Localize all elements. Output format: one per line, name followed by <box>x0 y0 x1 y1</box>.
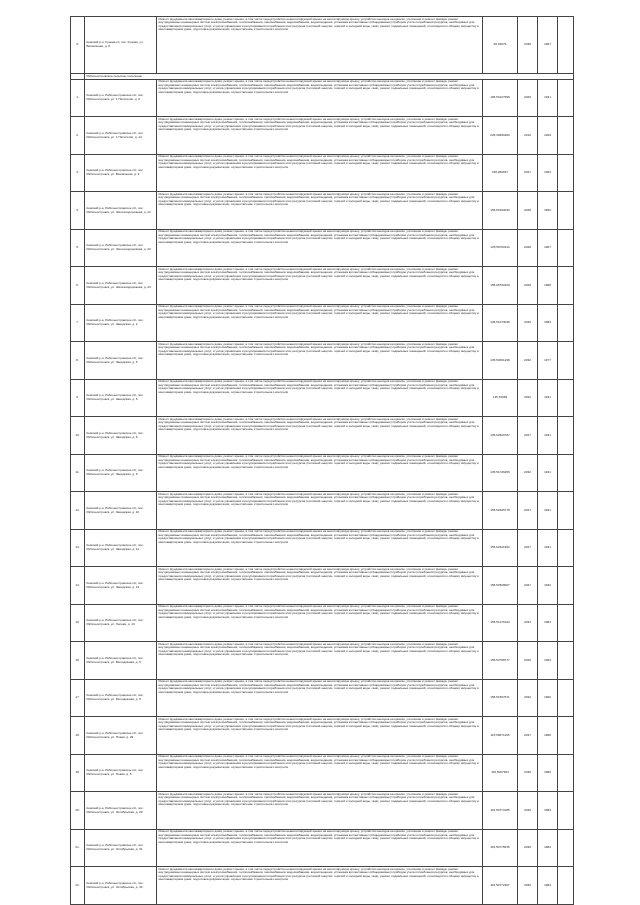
row-year-1: 2036 <box>518 304 538 342</box>
row-works: Ремонт фундамента многоквартирного дома, ремонт крыши, в том числе переустройство невентилируемой крыши на вентилируемую крышу, устройство выходов на кровлю, утепление и ремонт фасада, ремонт внутридомовых инженерных систем электроснабжения, теплоснабжения, газоснабжения, водоснабжения, водоотведения, установка коллективных (общедомовых) приборов учета потребления ресурсов, необходимых для предоставления коммунальных услуг, и узлов управления и регулирования потребления этих ресурсов (тепловой энергии, горячей и холодной воды, газа), ремонт подвальных помещений, относящихся к общему имуществу в многоквартирном доме, подготовка документации, осуществление строительного контроля <box>157 529 483 567</box>
table-row <box>71 492 574 530</box>
row-address: Кемский р-н, Рабочеостровское с/п, пос. Рабочеостровск, ул. Заводская, д. 9 <box>85 454 157 492</box>
table-row <box>71 417 574 455</box>
row-year-2: 1983 <box>538 792 558 830</box>
row-year-2: 1962 <box>538 154 558 192</box>
row-year-2: 1977 <box>538 342 558 380</box>
row-area: 115,50775535 <box>483 829 518 867</box>
capital-repair-table <box>70 16 574 905</box>
row-year-1: 2027 <box>518 567 538 605</box>
row-blank <box>558 529 574 567</box>
row-year-1: 2032 <box>518 342 538 380</box>
row-blank <box>558 342 574 380</box>
row-address: Кемский р-н, Рабочеостровское с/п, пос. Рабочеостровск, ул. Новая, д. 29 <box>85 717 157 755</box>
row-year-2: 1967 <box>538 229 558 267</box>
row-blank <box>558 192 574 230</box>
row-number: 9. <box>71 17 85 74</box>
row-blank <box>558 417 574 455</box>
row-year-2: 1986 <box>538 754 558 792</box>
row-blank <box>558 829 574 867</box>
row-number: 22. <box>71 867 85 905</box>
row-number: 16. <box>71 642 85 680</box>
row-year-1: 2016 <box>518 117 538 155</box>
row-year-2: 1983 <box>538 867 558 905</box>
row-number: 12. <box>71 492 85 530</box>
row-year-2: 1931 <box>538 454 558 492</box>
row-number: 5. <box>71 229 85 267</box>
table-row <box>71 679 574 717</box>
row-works: Ремонт фундамента многоквартирного дома, ремонт крыши, в том числе переустройство невентилируемой крыши на вентилируемую крышу, устройство выходов на кровлю, утепление и ремонт фасада, ремонт внутридомовых инженерных систем электроснабжения, теплоснабжения, газоснабжения, водоснабжения, водоотведения, установка коллективных (общедомовых) приборов учета потребления ресурсов, необходимых для предоставления коммунальных услуг, и узлов управления и регулирования потребления этих ресурсов (тепловой энергии, горячей и холодной воды, газа), ремонт подвальных помещений, относящихся к общему имуществу в многоквартирном доме, подготовка документации, осуществление строительного контроля <box>157 117 483 155</box>
row-works: Ремонт фундамента многоквартирного дома, ремонт крыши, в том числе переустройство невентилируемой крыши на вентилируемую крышу, устройство выходов на кровлю, утепление и ремонт фасада, ремонт внутридомовых инженерных систем электроснабжения, теплоснабжения, газоснабжения, водоснабжения, водоотведения, установка коллективных (общедомовых) приборов учета потребления ресурсов, необходимых для предоставления коммунальных услуг, и узлов управления и регулирования потребления этих ресурсов (тепловой энергии, горячей и холодной воды, газа), ремонт подвальных помещений, относящихся к общему имуществу в многоквартирном доме, подготовка документации, осуществление строительного контроля <box>157 754 483 792</box>
row-works: Ремонт фундамента многоквартирного дома, ремонт крыши, в том числе переустройство невентилируемой крыши на вентилируемую крышу, устройство выходов на кровлю, утепление и ремонт фасада, ремонт внутридомовых инженерных систем электроснабжения, теплоснабжения, газоснабжения, водоснабжения, водоотведения, установка коллективных (общедомовых) приборов учета потребления ресурсов, необходимых для предоставления коммунальных услуг, и узлов управления и регулирования потребления этих ресурсов (тепловой энергии, горячей и холодной воды, газа), ремонт подвальных помещений, относящихся к общему имуществу в многоквартирном доме, подготовка документации, осуществление строительного контроля <box>157 679 483 717</box>
row-works: Ремонт фундамента многоквартирного дома, ремонт крыши, в том числе переустройство невентилируемой крыши на вентилируемую крышу, устройство выходов на кровлю, утепление и ремонт фасада, ремонт внутридомовых инженерных систем электроснабжения, теплоснабжения, газоснабжения, водоснабжения, водоотведения, установка коллективных (общедомовых) приборов учета потребления ресурсов, необходимых для предоставления коммунальных услуг, и узлов управления и регулирования потребления этих ресурсов (тепловой энергии, горячей и холодной воды, газа), ремонт подвальных помещений, относящихся к общему имуществу в многоквартирном доме, подготовка документации, осуществление строительного контроля <box>157 79 483 117</box>
row-address: Кемский р-н, Рабочеостровское с/п, пос. Рабочеостровск, ул. Молодежная, д. 8 <box>85 679 157 717</box>
row-area: 155,52421952 <box>483 529 518 567</box>
row-year-1: 2036 <box>518 829 538 867</box>
row-works: Ремонт фундамента многоквартирного дома, ремонт крыши, в том числе переустройство невентилируемой крыши на вентилируемую крышу, устройство выходов на кровлю, утепление и ремонт фасада, ремонт внутридомовых инженерных систем электроснабжения, теплоснабжения, газоснабжения, водоснабжения, водоотведения, установка коллективных (общедомовых) приборов учета потребления ресурсов, необходимых для предоставления коммунальных услуг, и узлов управления и регулирования потребления этих ресурсов (тепловой энергии, горячей и холодной воды, газа), ремонт подвальных помещений, относящихся к общему имуществу в многоквартирном доме, подготовка документации, осуществление строительного контроля <box>157 567 483 605</box>
row-number: 13. <box>71 529 85 567</box>
row-number: 7. <box>71 304 85 342</box>
row-blank <box>558 454 574 492</box>
table-row <box>71 229 574 267</box>
row-number: 1. <box>71 79 85 117</box>
table-row <box>71 642 574 680</box>
row-year-1: 2032 <box>518 679 538 717</box>
row-blank <box>558 792 574 830</box>
row-works: Ремонт фундамента многоквартирного дома, ремонт крыши, в том числе переустройство невентилируемой крыши на вентилируемую крышу, устройство выходов на кровлю, утепление и ремонт фасада, ремонт внутридомовых инженерных систем электроснабжения, теплоснабжения, газоснабжения, водоснабжения, водоотведения, установка коллективных (общедомовых) приборов учета потребления ресурсов, необходимых для предоставления коммунальных услуг, и узлов управления и регулирования потребления этих ресурсов (тепловой энергии, горячей и холодной воды, газа), ремонт подвальных помещений, относящихся к общему имуществу в многоквартирном доме, подготовка документации, осуществление строительного контроля <box>157 604 483 642</box>
row-year-2: 1984 <box>538 829 558 867</box>
table-row <box>71 829 574 867</box>
row-works: Ремонт фундамента многоквартирного дома, ремонт крыши, в том числе переустройство невентилируемой крыши на вентилируемую крышу, устройство выходов на кровлю, утепление и ремонт фасада, ремонт внутридомовых инженерных систем электроснабжения, теплоснабжения, газоснабжения, водоснабжения, водоотведения, установка коллективных (общедомовых) приборов учета потребления ресурсов, необходимых для предоставления коммунальных услуг, и узлов управления и регулирования потребления этих ресурсов (тепловой энергии, горячей и холодной воды, газа), ремонт подвальных помещений, относящихся к общему имуществу в многоквартирном доме, подготовка документации, осуществление строительного контроля <box>157 454 483 492</box>
row-area: 226,30839183 <box>483 117 518 155</box>
row-number: 4. <box>71 192 85 230</box>
row-blank <box>558 117 574 155</box>
row-year-1: 2038 <box>518 17 538 74</box>
row-address: Кемский р-н, Кузема сп, пос. Кузема, ул. Вокзальная, д. 8 <box>85 17 157 74</box>
section-title: Рабочеостровское сельское поселение <box>85 74 574 80</box>
row-year-1: 2028 <box>518 192 538 230</box>
row-blank <box>558 604 574 642</box>
row-area: 165,53127996 <box>483 79 518 117</box>
row-area: 155,52625778 <box>483 492 518 530</box>
row-number: 6. <box>71 267 85 305</box>
table-row <box>71 304 574 342</box>
table-row <box>71 154 574 192</box>
row-blank <box>558 754 574 792</box>
row-address: Кемский р-н, Рабочеостровское с/п, пос. Рабочеостровск, ул. 1 Пятилетки, д. 14 <box>85 117 157 155</box>
row-blank <box>558 79 574 117</box>
row-works: Ремонт фундамента многоквартирного дома, ремонт крыши, в том числе переустройство невентилируемой крыши на вентилируемую крышу, устройство выходов на кровлю, утепление и ремонт фасада, ремонт внутридомовых инженерных систем электроснабжения, теплоснабжения, газоснабжения, водоснабжения, водоотведения, установка коллективных (общедомовых) приборов учета потребления ресурсов, необходимых для предоставления коммунальных услуг, и узлов управления и регулирования потребления этих ресурсов (тепловой энергии, горячей и холодной воды, газа), ремонт подвальных помещений, относящихся к общему имуществу в многоквартирном доме, подготовка документации, осуществление строительного контроля <box>157 417 483 455</box>
row-works: Ремонт фундамента многоквартирного дома, ремонт крыши, в том числе переустройство невентилируемой крыши на вентилируемую крышу, устройство выходов на кровлю, утепление и ремонт фасада, ремонт внутридомовых инженерных систем электроснабжения, теплоснабжения, газоснабжения, водоснабжения, водоотведения, установка коллективных (общедомовых) приборов учета потребления ресурсов, необходимых для предоставления коммунальных услуг, и узлов управления и регулирования потребления этих ресурсов (тепловой энергии, горячей и холодной воды, газа), ремонт подвальных помещений, относящихся к общему имуществу в многоквартирном доме, подготовка документации, осуществление строительного контроля <box>157 17 483 74</box>
table-row <box>71 379 574 417</box>
row-number: 21. <box>71 829 85 867</box>
row-address: Кемский р-н, Рабочеостровское с/п, пос. Рабочеостровск, ул. Железнодорожная, д. 22 <box>85 229 157 267</box>
row-year-2: 1932 <box>538 567 558 605</box>
row-number: 11. <box>71 454 85 492</box>
row-address: Кемский р-н, Рабочеостровское с/п, пос. Рабочеостровск, ул. Заводская, д. 11 <box>85 529 157 567</box>
row-works: Ремонт фундамента многоквартирного дома, ремонт крыши, в том числе переустройство невентилируемой крыши на вентилируемую крышу, устройство выходов на кровлю, утепление и ремонт фасада, ремонт внутридомовых инженерных систем электроснабжения, теплоснабжения, газоснабжения, водоснабжения, водоотведения, установка коллективных (общедомовых) приборов учета потребления ресурсов, необходимых для предоставления коммунальных услуг, и узлов управления и регулирования потребления этих ресурсов (тепловой энергии, горячей и холодной воды, газа), ремонт подвальных помещений, относящихся к общему имуществу в многоквартирном доме, подготовка документации, осуществление строительного контроля <box>157 267 483 305</box>
table-row <box>71 117 574 155</box>
row-year-1: 2036 <box>518 867 538 905</box>
row-year-2: 1931 <box>538 529 558 567</box>
row-year-1: 2027 <box>518 529 538 567</box>
row-year-2: 1962 <box>538 642 558 680</box>
row-address: Кемский р-н, Рабочеостровское с/п, пос. Рабочеостровск, ул. Заводская, д. 12 <box>85 567 157 605</box>
row-area: 135,59700114 <box>483 229 518 267</box>
row-works: Ремонт фундамента многоквартирного дома, ремонт крыши, в том числе переустройство невентилируемой крыши на вентилируемую крышу, устройство выходов на кровлю, утепление и ремонт фасада, ремонт внутридомовых инженерных систем электроснабжения, теплоснабжения, газоснабжения, водоснабжения, водоотведения, установка коллективных (общедомовых) приборов учета потребления ресурсов, необходимых для предоставления коммунальных услуг, и узлов управления и регулирования потребления этих ресурсов (тепловой энергии, горячей и холодной воды, газа), ремонт подвальных помещений, относящихся к общему имуществу в многоквартирном доме, подготовка документации, осуществление строительного контроля <box>157 492 483 530</box>
row-address: Кемский р-н, Рабочеостровское с/п, пос. Рабочеостровск, ул. Железнодорожная, д. 21 <box>85 192 157 230</box>
row-year-2: 1966 <box>538 192 558 230</box>
table-row <box>71 454 574 492</box>
row-blank <box>558 492 574 530</box>
row-year-2: 1931 <box>538 379 558 417</box>
table-row <box>71 529 574 567</box>
row-year-1: 2029 <box>518 79 538 117</box>
row-address: Кемский р-н, Рабочеостровское с/п, пос. Рабочеостровск, ул. Железнодорожная, д. 23 <box>85 267 157 305</box>
row-area: 135,53061238 <box>483 342 518 380</box>
row-year-2: 1968 <box>538 267 558 305</box>
table-row <box>71 17 574 74</box>
row-works: Ремонт фундамента многоквартирного дома, ремонт крыши, в том числе переустройство невентилируемой крыши на вентилируемую крышу, устройство выходов на кровлю, утепление и ремонт фасада, ремонт внутридомовых инженерных систем электроснабжения, теплоснабжения, газоснабжения, водоснабжения, водоотведения, установка коллективных (общедомовых) приборов учета потребления ресурсов, необходимых для предоставления коммунальных услуг, и узлов управления и регулирования потребления этих ресурсов (тепловой энергии, горячей и холодной воды, газа), ремонт подвальных помещений, относящихся к общему имуществу в многоквартирном доме, подготовка документации, осуществление строительного контроля <box>157 304 483 342</box>
table-row <box>71 604 574 642</box>
row-blank <box>558 717 574 755</box>
row-year-2: 1931 <box>538 492 558 530</box>
row-area: 155,51276103 <box>483 604 518 642</box>
row-blank <box>558 17 574 74</box>
row-works: Ремонт фундамента многоквартирного дома, ремонт крыши, в том числе переустройство невентилируемой крыши на вентилируемую крышу, устройство выходов на кровлю, утепление и ремонт фасада, ремонт внутридомовых инженерных систем электроснабжения, теплоснабжения, газоснабжения, водоснабжения, водоотведения, установка коллективных (общедомовых) приборов учета потребления ресурсов, необходимых для предоставления коммунальных услуг, и узлов управления и регулирования потребления этих ресурсов (тепловой энергии, горячей и холодной воды, газа), ремонт подвальных помещений, относящихся к общему имуществу в многоквартирном доме, подготовка документации, осуществление строительного контроля <box>157 342 483 380</box>
row-year-2: 1983 <box>538 304 558 342</box>
row-year-2: 1967 <box>538 17 558 74</box>
row-works: Ремонт фундамента многоквартирного дома, ремонт крыши, в том числе переустройство невентилируемой крыши на вентилируемую крышу, устройство выходов на кровлю, утепление и ремонт фасада, ремонт внутридомовых инженерных систем электроснабжения, теплоснабжения, газоснабжения, водоснабжения, водоотведения, установка коллективных (общедомовых) приборов учета потребления ресурсов, необходимых для предоставления коммунальных услуг, и узлов управления и регулирования потребления этих ресурсов (тепловой энергии, горячей и холодной воды, газа), ремонт подвальных помещений, относящихся к общему имуществу в многоквартирном доме, подготовка документации, осуществление строительного контроля <box>157 829 483 867</box>
row-area: 135,51726256 <box>483 454 518 492</box>
row-number: 17. <box>71 679 85 717</box>
row-year-2: 1988 <box>538 717 558 755</box>
row-year-2: 1931 <box>538 79 558 117</box>
table-row <box>71 792 574 830</box>
row-address: Кемский р-н, Рабочеостровское с/п, пос. Рабочеостровск, ул. Октябрьская, д. 33 <box>85 867 157 905</box>
row-blank <box>558 267 574 305</box>
row-address: Кемский р-н, Рабочеостровское с/п, пос. Рабочеостровск, ул. Заводская, д. 2 <box>85 304 157 342</box>
table-row <box>71 867 574 905</box>
row-number: 18. <box>71 717 85 755</box>
table-row <box>71 192 574 230</box>
row-year-1: 2037 <box>518 717 538 755</box>
row-year-1: 2027 <box>518 154 538 192</box>
row-blank <box>558 229 574 267</box>
row-works: Ремонт фундамента многоквартирного дома, ремонт крыши, в том числе переустройство невентилируемой крыши на вентилируемую крышу, устройство выходов на кровлю, утепление и ремонт фасада, ремонт внутридомовых инженерных систем электроснабжения, теплоснабжения, газоснабжения, водоснабжения, водоотведения, установка коллективных (общедомовых) приборов учета потребления ресурсов, необходимых для предоставления коммунальных услуг, и узлов управления и регулирования потребления этих ресурсов (тепловой энергии, горячей и холодной воды, газа), ремонт подвальных помещений, относящихся к общему имуществу в многоквартирном доме, подготовка документации, осуществление строительного контроля <box>157 642 483 680</box>
row-year-2: 1960 <box>538 679 558 717</box>
row-works: Ремонт фундамента многоквартирного дома, ремонт крыши, в том числе переустройство невентилируемой крыши на вентилируемую крышу, устройство выходов на кровлю, утепление и ремонт фасада, ремонт внутридомовых инженерных систем электроснабжения, теплоснабжения, газоснабжения, водоснабжения, водоотведения, установка коллективных (общедомовых) приборов учета потребления ресурсов, необходимых для предоставления коммунальных услуг, и узлов управления и регулирования потребления этих ресурсов (тепловой энергии, горячей и холодной воды, газа), ремонт подвальных помещений, относящихся к общему имуществу в многоквартирном доме, подготовка документации, осуществление строительного контроля <box>157 379 483 417</box>
row-number: 19. <box>71 754 85 792</box>
row-year-1: 2036 <box>518 754 538 792</box>
row-address: Кемский р-н, Рабочеостровское с/п, пос. Рабочеостровск, ул. Октябрьская, д. 29 <box>85 792 157 830</box>
row-year-2: 1929 <box>538 117 558 155</box>
row-blank <box>558 679 574 717</box>
row-year-1: 2028 <box>518 267 538 305</box>
row-year-1: 2032 <box>518 454 538 492</box>
row-address: Кемский р-н, Рабочеостровское с/п, пос. Рабочеостровск, ул. Заводская, д. 8 <box>85 417 157 455</box>
row-area: 155,52528007 <box>483 567 518 605</box>
row-number: 3. <box>71 154 85 192</box>
row-address: Кемский р-н, Рабочеостровское с/п, пос. Рабочеостровск, ул. Лесная, д. 13 <box>85 604 157 642</box>
row-year-1: 2026 <box>518 642 538 680</box>
row-area: 115,50772397 <box>483 867 518 905</box>
row-address: Кемский р-н, Рабочеостровское с/п, пос. Рабочеостровск, ул. Заводская, д. 6 <box>85 379 157 417</box>
row-number: 14. <box>71 567 85 605</box>
row-year-1: 2027 <box>518 492 538 530</box>
row-works: Ремонт фундамента многоквартирного дома, ремонт крыши, в том числе переустройство невентилируемой крыши на вентилируемую крышу, устройство выходов на кровлю, утепление и ремонт фасада, ремонт внутридомовых инженерных систем электроснабжения, теплоснабжения, газоснабжения, водоснабжения, водоотведения, установка коллективных (общедомовых) приборов учета потребления ресурсов, необходимых для предоставления коммунальных услуг, и узлов управления и регулирования потребления этих ресурсов (тепловой энергии, горячей и холодной воды, газа), ремонт подвальных помещений, относящихся к общему имуществу в многоквартирном доме, подготовка документации, осуществление строительного контроля <box>157 867 483 905</box>
row-blank <box>558 304 574 342</box>
table-row <box>71 754 574 792</box>
table-row <box>71 267 574 305</box>
row-area: 65,92079 <box>483 17 518 74</box>
row-number: 9. <box>71 379 85 417</box>
row-blank <box>558 567 574 605</box>
table-row <box>71 717 574 755</box>
row-area: 135,51073045 <box>483 304 518 342</box>
row-year-1: 2036 <box>518 792 538 830</box>
row-year-1: 2032 <box>518 379 538 417</box>
row-area: 115,50774185 <box>483 792 518 830</box>
row-address: Кемский р-н, Рабочеостровское с/п, пос. Рабочеостровск, ул. Заводская, д. 10 <box>85 492 157 530</box>
row-year-1: 2033 <box>518 604 538 642</box>
row-number: 15. <box>71 604 85 642</box>
table-row <box>71 79 574 117</box>
row-year-1: 2028 <box>518 229 538 267</box>
row-blank <box>558 867 574 905</box>
row-address: Кемский р-н, Рабочеостровское с/п, пос. Рабочеостровск, ул. Октябрьская, д. 31 <box>85 829 157 867</box>
table-row <box>71 342 574 380</box>
row-area: 135,52620787 <box>483 417 518 455</box>
row-blank <box>558 642 574 680</box>
row-works: Ремонт фундамента многоквартирного дома, ремонт крыши, в том числе переустройство невентилируемой крыши на вентилируемую крышу, устройство выходов на кровлю, утепление и ремонт фасада, ремонт внутридомовых инженерных систем электроснабжения, теплоснабжения, газоснабжения, водоснабжения, водоотведения, установка коллективных (общедомовых) приборов учета потребления ресурсов, необходимых для предоставления коммунальных услуг, и узлов управления и регулирования потребления этих ресурсов (тепловой энергии, горячей и холодной воды, газа), ремонт подвальных помещений, относящихся к общему имуществу в многоквартирном доме, подготовка документации, осуществление строительного контроля <box>157 717 483 755</box>
row-number: 10. <box>71 417 85 455</box>
row-year-1: 2027 <box>518 417 538 455</box>
row-works: Ремонт фундамента многоквартирного дома, ремонт крыши, в том числе переустройство невентилируемой крыши на вентилируемую крышу, устройство выходов на кровлю, утепление и ремонт фасада, ремонт внутридомовых инженерных систем электроснабжения, теплоснабжения, газоснабжения, водоснабжения, водоотведения, установка коллективных (общедомовых) приборов учета потребления ресурсов, необходимых для предоставления коммунальных услуг, и узлов управления и регулирования потребления этих ресурсов (тепловой энергии, горячей и холодной воды, газа), ремонт подвальных помещений, относящихся к общему имуществу в многоквартирном доме, подготовка документации, осуществление строительного контроля <box>157 792 483 830</box>
table-row <box>71 567 574 605</box>
row-year-2: 1931 <box>538 417 558 455</box>
row-address: Кемский р-н, Рабочеостровское с/п, пос. Рабочеостровск, ул. Молодежная, д. 5 <box>85 642 157 680</box>
row-blank <box>558 379 574 417</box>
row-number: 20. <box>71 792 85 830</box>
row-works: Ремонт фундамента многоквартирного дома, ремонт крыши, в том числе переустройство невентилируемой крыши на вентилируемую крышу, устройство выходов на кровлю, утепление и ремонт фасада, ремонт внутридомовых инженерных систем электроснабжения, теплоснабжения, газоснабжения, водоснабжения, водоотведения, установка коллективных (общедомовых) приборов учета потребления ресурсов, необходимых для предоставления коммунальных услуг, и узлов управления и регулирования потребления этих ресурсов (тепловой энергии, горячей и холодной воды, газа), ремонт подвальных помещений, относящихся к общему имуществу в многоквартирном доме, подготовка документации, осуществление строительного контроля <box>157 192 483 230</box>
row-area: 155,05762429 <box>483 267 518 305</box>
row-number: 2. <box>71 117 85 155</box>
row-area: 115,5007384 <box>483 754 518 792</box>
row-works: Ремонт фундамента многоквартирного дома, ремонт крыши, в том числе переустройство невентилируемой крыши на вентилируемую крышу, устройство выходов на кровлю, утепление и ремонт фасада, ремонт внутридомовых инженерных систем электроснабжения, теплоснабжения, газоснабжения, водоснабжения, водоотведения, установка коллективных (общедомовых) приборов учета потребления ресурсов, необходимых для предоставления коммунальных услуг, и узлов управления и регулирования потребления этих ресурсов (тепловой энергии, горячей и холодной воды, газа), ремонт подвальных помещений, относящихся к общему имуществу в многоквартирном доме, подготовка документации, осуществление строительного контроля <box>157 229 483 267</box>
row-works: Ремонт фундамента многоквартирного дома, ремонт крыши, в том числе переустройство невентилируемой крыши на вентилируемую крышу, устройство выходов на кровлю, утепление и ремонт фасада, ремонт внутридомовых инженерных систем электроснабжения, теплоснабжения, газоснабжения, водоснабжения, водоотведения, установка коллективных (общедомовых) приборов учета потребления ресурсов, необходимых для предоставления коммунальных услуг, и узлов управления и регулирования потребления этих ресурсов (тепловой энергии, горячей и холодной воды, газа), ремонт подвальных помещений, относящихся к общему имуществу в многоквартирном доме, подготовка документации, осуществление строительного контроля <box>157 154 483 192</box>
row-year-2: 1984 <box>538 604 558 642</box>
row-address: Кемский р-н, Рабочеостровское с/п, пос. Рабочеостровск, ул. 1 Пятилетки, д. 6 <box>85 79 157 117</box>
row-area: 155,289637 <box>483 154 518 192</box>
row-area: 115,50671165 <box>483 717 518 755</box>
row-area: 155,53708777 <box>483 642 518 680</box>
row-area: 155,53193043 <box>483 192 518 230</box>
row-area: 155,51567671 <box>483 679 518 717</box>
row-blank <box>558 154 574 192</box>
row-number: 8. <box>71 342 85 380</box>
row-area: 135,51669 <box>483 379 518 417</box>
row-address: Кемский р-н, Рабочеостровское с/п, пос. Рабочеостровск, ул. Заводская, д. 5 <box>85 342 157 380</box>
row-address: Кемский р-н, Рабочеостровское с/п, пос. Рабочеостровск, ул. Новая, д. 5 <box>85 754 157 792</box>
row-address: Кемский р-н, Рабочеостровское с/п, пос. Рабочеостровск, ул. Вокзальная, д. 3 <box>85 154 157 192</box>
